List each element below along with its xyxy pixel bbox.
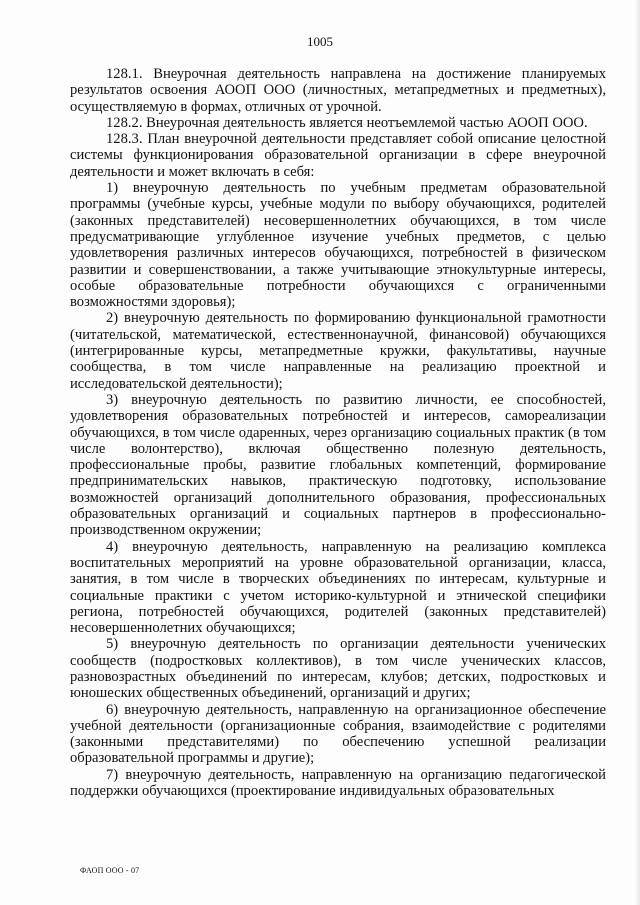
list-item-1: 1) внеурочную деятельность по учебным предметам образовательной программы (учебные курсы, учебные модули по выбору обучающихся, родителей (законных представителей) несовершеннолетних обучающихся, в том числе предусматривающие углубленное изучение учебных предметов, с целью удовлетворения различных интересов обучающихся, потребностей в физическом развитии и совершенствовании, а также учитывающие этнокультурные интересы, особые образовательные потребности обучающихся с ограниченными возможностями здоровья); [70,180,606,311]
document-footer: ФАОП ООО - 07 [80,866,140,875]
page-number: 1005 [307,34,333,49]
list-item-5: 5) внеурочную деятельность по организации деятельности ученических сообществ (подростковых коллективов), в том числе ученических классов, разновозрастных объединений по интересам, клубов; детских, подростковых и юношеских общественных объединений, организаций и других; [70,636,606,702]
list-item-6: 6) внеурочную деятельность, направленную на организационное обеспечение учебной деятельности (организационные собрания, взаимодействие с родителями (законными представителями) по обеспечению успешной реализации образовательной программы и другие); [70,701,606,767]
document-body [70,66,606,799]
list-item-4: 4) внеурочную деятельность, направленную на реализацию комплекса воспитательных мероприятий на уровне образовательной организации, класса, занятия, в том числе в творческих объединениях по интересам, культурные и социальные практики с учетом историко-культурной и этнической специфики региона, потребностей обучающихся, родителей (законных представителей) несовершеннолетних обучающихся; [70,538,606,637]
paragraph-128-1: 128.1. Внеурочная деятельность направлена на достижение планируемых результатов освоения АООП ООО (личностных, метапредметных и предметных), осуществляемую в формах, отличных от урочной. [70,66,606,115]
list-item-2: 2) внеурочную деятельность по формированию функциональной грамотности (читательской, математической, естественнонаучной, финансовой) обучающихся (интегрированные курсы, метапредметные кружки, факультативы, научные сообщества, в том числе направленные на реализацию проектной и исследовательской деятельности); [70,310,606,392]
paragraph-128-3: 128.3. План внеурочной деятельности представляет собой описание целостной системы функционирования образовательной организации в сфере внеурочной деятельности и может включать в себя: [70,131,606,180]
list-item-3: 3) внеурочную деятельность по развитию личности, ее способностей, удовлетворения образовательных потребностей и интересов, самореализации обучающихся, в том числе одаренных, через организацию социальных практик (в том числе волонтерство), включая общественно полезную деятельность, профессиональные пробы, развитие глобальных компетенций, формирование предпринимательских навыков, практическую подготовку, использование возможностей организаций дополнительного образования, профессиональных образовательных организаций и социальных партнеров в профессионально-производственном окружении; [70,391,606,539]
list-item-7: 7) внеурочную деятельность, направленную на организацию педагогической поддержки обучающихся (проектирование индивидуальных образовательных [70,766,606,800]
paragraph-128-2: 128.2. Внеурочная деятельность является неотъемлемой частью АООП ООО. [106,114,588,131]
scan-edge-shadow [634,0,640,905]
